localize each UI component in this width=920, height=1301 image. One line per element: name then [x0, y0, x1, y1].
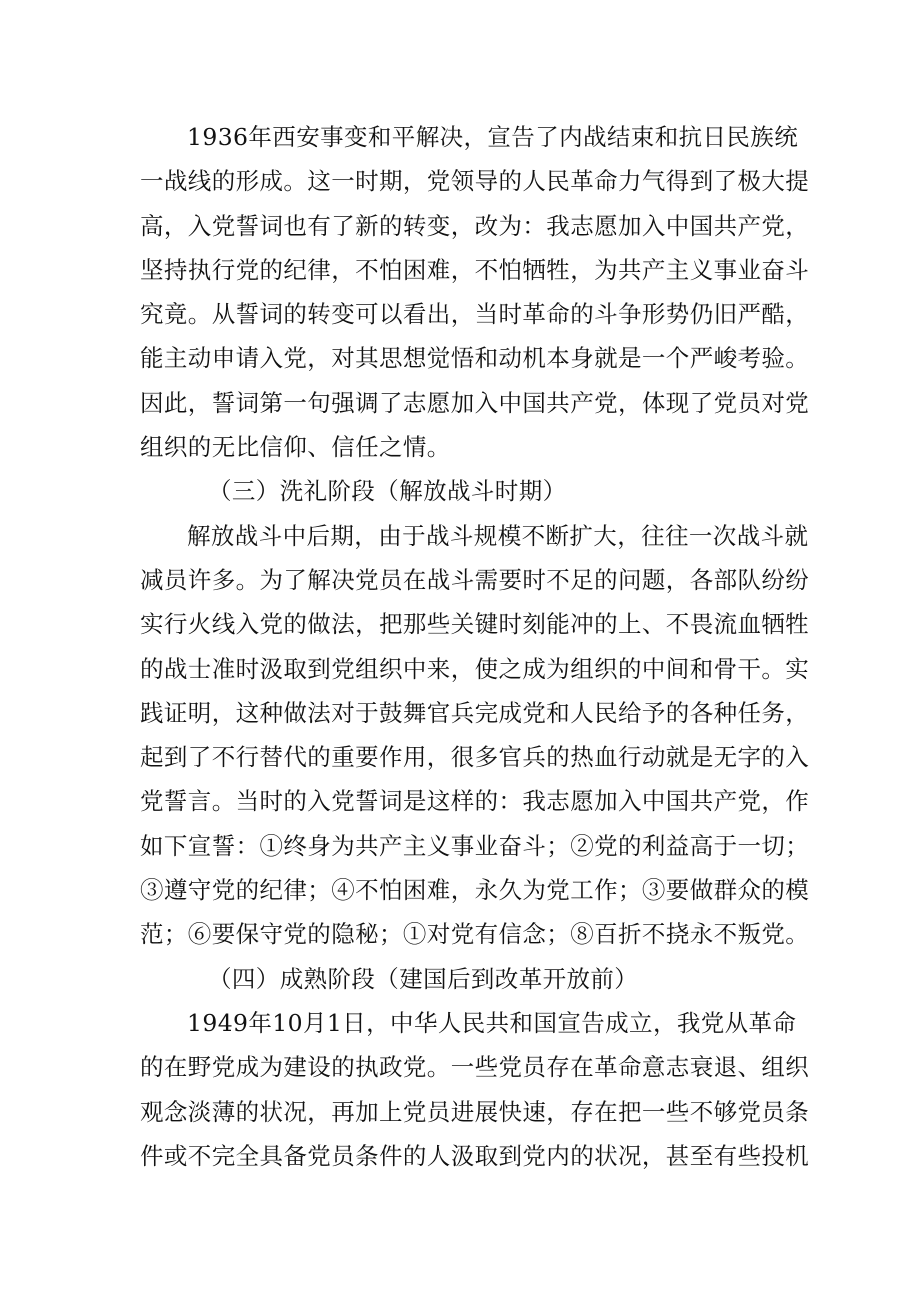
paragraph-line: 高，入党誓词也有了新的转变，改为：我志愿加入中国共产党，	[140, 211, 810, 240]
paragraph-line: 观念淡薄的状况，再加上党员进展快速，存在把一些不够党员条	[140, 1097, 810, 1126]
paragraph-line: 件或不完全具备党员条件的人汲取到党内的状况，甚至有些投机	[140, 1141, 810, 1170]
paragraph-line: 一战线的形成。这一时期，党领导的人民革命力气得到了极大提	[140, 167, 810, 196]
paragraph-line: 坚持执行党的纪律，不怕困难，不怕牺牲，为共产主义事业奋斗	[140, 255, 810, 284]
paragraph-line: ③遵守党的纪律；④不怕困难，永久为党工作；③要做群众的模	[140, 876, 810, 905]
document-body	[140, 115, 810, 1178]
paragraph-line: 如下宣誓：①终身为共产主义事业奋斗；②党的利益高于一切；	[140, 831, 810, 860]
paragraph-line: 1949年10月1日，中华人民共和国宣告成立，我党从革命	[187, 1008, 797, 1037]
section-heading: （三）洗礼阶段（解放战斗时期）	[208, 477, 567, 506]
paragraph-line: 起到了不行替代的重要作用，很多官兵的热血行动就是无字的入	[140, 743, 810, 772]
paragraph-line: 减员许多。为了解决党员在战斗需要时不足的问题，各部队纷纷	[140, 565, 810, 594]
paragraph-line: 的在野党成为建设的执政党。一些党员存在革命意志衰退、组织	[140, 1053, 810, 1082]
paragraph-line: 能主动申请入党，对其思想觉悟和动机本身就是一个严峻考验。	[140, 344, 810, 373]
paragraph-line: 究竟。从誓词的转变可以看出，当时革命的斗争形势仍旧严酷，	[140, 300, 810, 329]
paragraph-line: 实行火线入党的做法，把那些关键时刻能冲的上、不畏流血牺牲	[140, 610, 810, 639]
paragraph-line: 的战士准时汲取到党组织中来，使之成为组织的中间和骨干。实	[140, 654, 810, 683]
paragraph-line: 党誓言。当时的入党誓词是这样的：我志愿加入中国共产党，作	[140, 787, 810, 816]
paragraph-line: 践证明，这种做法对于鼓舞官兵完成党和人民给予的各种任务，	[140, 698, 810, 727]
section-heading: （四）成熟阶段（建国后到改革开放前）	[208, 964, 639, 993]
paragraph-line: 因此，誓词第一句强调了志愿加入中国共产党，体现了党员对党	[140, 388, 810, 417]
paragraph-line: 组织的无比信仰、信任之情。	[140, 433, 451, 462]
paragraph-line: 1936年西安事变和平解决，宣告了内战结束和抗日民族统	[187, 123, 799, 151]
paragraph-line: 解放战斗中后期，由于战斗规模不断扩大，往往一次战斗就	[187, 521, 809, 550]
paragraph-line: 范；⑥要保守党的隐秘；①对党有信念；⑧百折不挠永不叛党。	[140, 920, 810, 949]
